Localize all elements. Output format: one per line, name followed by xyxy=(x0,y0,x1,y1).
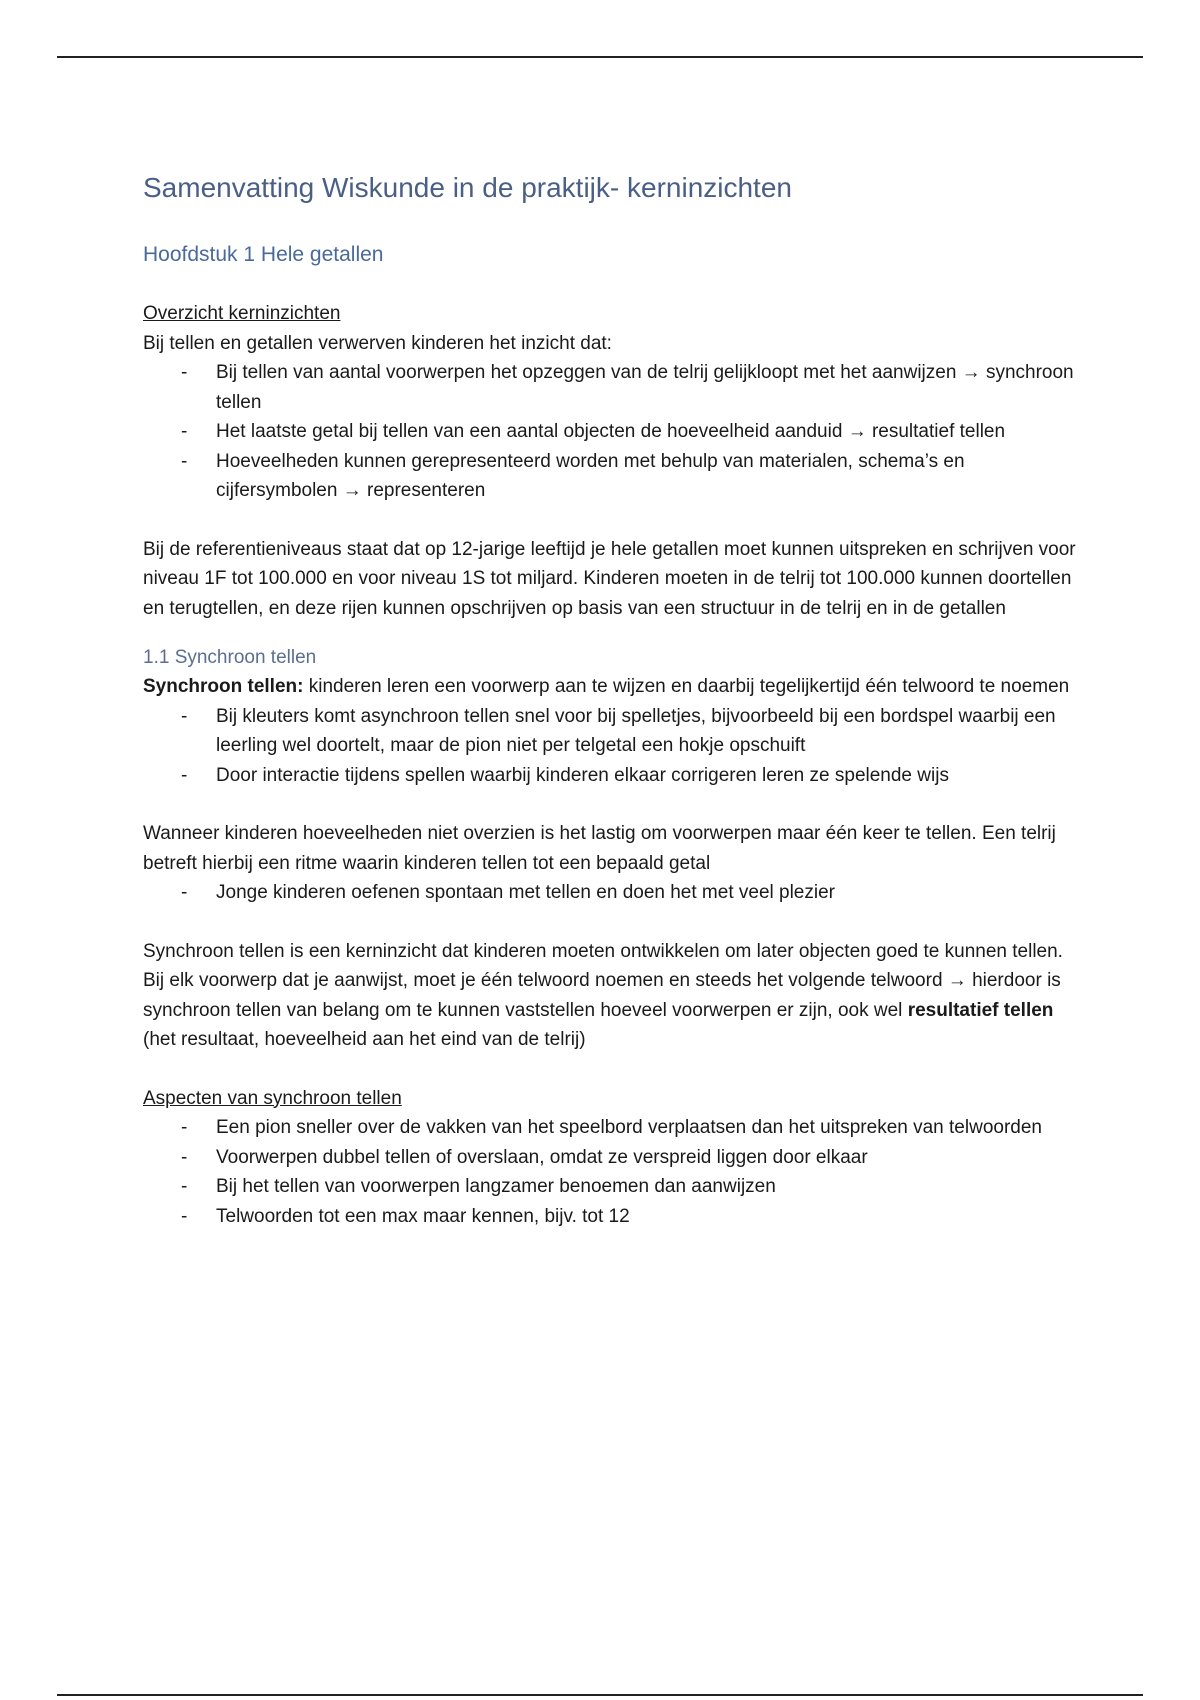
core-insight-bold: resultatief tellen xyxy=(907,999,1054,1021)
aspects-list xyxy=(143,1113,1083,1231)
definition-term: Synchroon tellen: xyxy=(143,676,304,697)
overview-list xyxy=(143,358,1083,506)
list-item: - Bij kleuters komt asynchroon tellen snel voor bij spelletjes, bijvoorbeeld bij een bordspel waarbij een leerling wel doortelt, maar de pion niet per telgetal een hokje opschuift xyxy=(143,702,1083,761)
section-1-1-list-2 xyxy=(143,878,1083,908)
core-insight-paragraph xyxy=(143,937,1083,1055)
aspects-heading: Aspecten van synchroon tellen xyxy=(143,1087,402,1109)
core-insight-text-1: Synchroon tellen is een kerninzicht dat kinderen moeten ontwikkelen om later objecten goed te kunnen tellen. Bij elk voorwerp dat je aanwijst, moet je één telwoord noemen en steeds het volgende telwoord → hierdoor is synchroon tellen van belang om te kunnen vaststellen hoeveel voorwerpen er zijn, ook wel xyxy=(143,940,1063,1021)
chapter-heading: Hoofdstuk 1 Hele getallen xyxy=(143,243,384,266)
definition-text: kinderen leren een voorwerp aan te wijzen en daarbij tegelijkertijd één telwoord te noemen xyxy=(303,676,1070,697)
list-item: - Bij tellen van aantal voorwerpen het opzeggen van de telrij gelijkloopt met het aanwijzen → synchroon tellen xyxy=(143,358,1083,417)
counting-rhythm-paragraph: Wanneer kinderen hoeveelheden niet overzien is het lastig om voorwerpen maar één keer te tellen. Een telrij betreft hierbij een ritme waarin kinderen tellen tot een bepaald getal xyxy=(143,823,1056,874)
definition-paragraph xyxy=(143,672,1083,702)
footer-rule xyxy=(57,1694,1143,1696)
list-item: - Door interactie tijdens spellen waarbij kinderen elkaar corrigeren leren ze spelende wijs xyxy=(143,761,1083,791)
section-heading-1-1: 1.1 Synchroon tellen xyxy=(143,647,317,668)
overview-heading: Overzicht kerninzichten xyxy=(143,303,341,324)
list-item: - Een pion sneller over de vakken van het speelbord verplaatsen dan het uitspreken van telwoorden xyxy=(143,1113,1083,1143)
list-item: - Het laatste getal bij tellen van een aantal objecten de hoeveelheid aanduid → resultatief tellen xyxy=(143,417,1083,447)
section-1-1-list xyxy=(143,702,1083,791)
list-item: - Hoeveelheden kunnen gerepresenteerd worden met behulp van materialen, schema’s en cijfersymbolen → representeren xyxy=(143,447,1083,506)
list-item: - Voorwerpen dubbel tellen of overslaan, omdat ze verspreid liggen door elkaar xyxy=(143,1143,1083,1173)
list-item: - Bij het tellen van voorwerpen langzamer benoemen dan aanwijzen xyxy=(143,1172,1083,1202)
list-item: - Telwoorden tot een max maar kennen, bijv. tot 12 xyxy=(143,1202,1083,1232)
overview-intro: Bij tellen en getallen verwerven kinderen het inzicht dat: xyxy=(143,332,612,354)
document-page xyxy=(143,170,1083,1231)
core-insight-text-2: (het resultaat, hoeveelheid aan het eind van de telrij) xyxy=(143,1029,586,1050)
document-title: Samenvatting Wiskunde in de praktijk- kerninzichten xyxy=(143,172,792,203)
list-item: - Jonge kinderen oefenen spontaan met tellen en doen het met veel plezier xyxy=(143,878,1083,908)
header-rule xyxy=(57,56,1143,58)
reference-paragraph: Bij de referentieniveaus staat dat op 12-jarige leeftijd je hele getallen moet kunnen uitspreken en schrijven voor niveau 1F tot 100.000 en voor niveau 1S tot miljard. Kinderen moeten in de telrij tot 100.000 kunnen doortellen en terugtellen, en deze rijen kunnen opschrijven op basis van een structuur in de telrij en in de getallen xyxy=(143,538,1076,619)
